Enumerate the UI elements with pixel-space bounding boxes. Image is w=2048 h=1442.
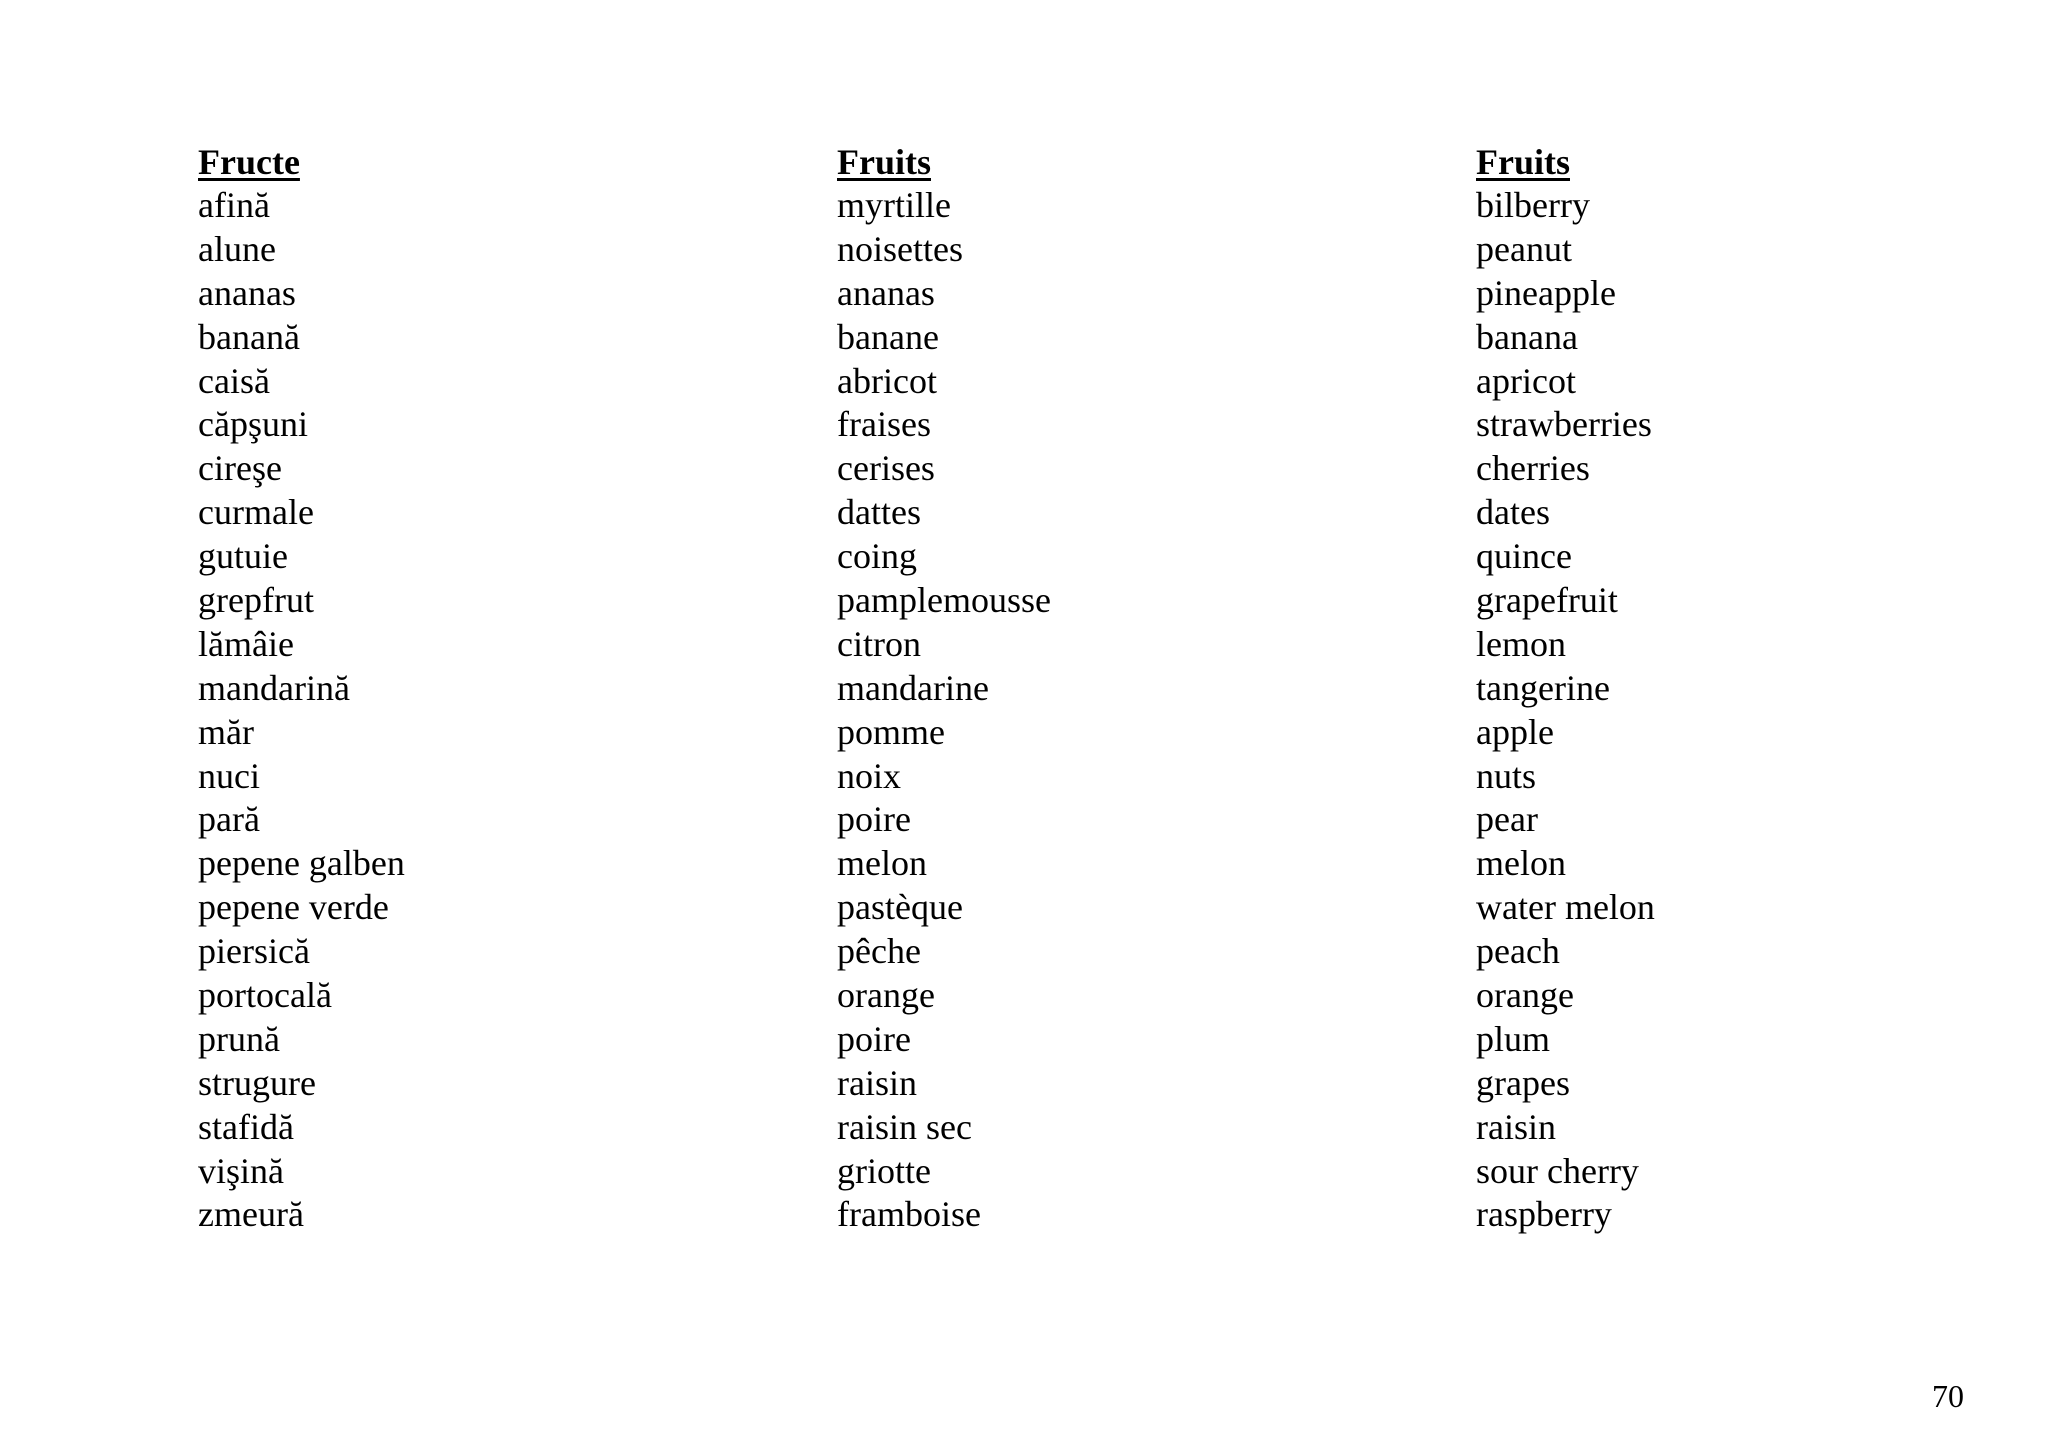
- french-word-list: [837, 184, 1397, 1237]
- romanian-word-list: [198, 184, 758, 1237]
- list-item: măr: [198, 711, 254, 752]
- list-item: poire: [837, 799, 911, 840]
- list-item: căpşuni: [198, 404, 308, 445]
- list-item: stafidă: [198, 1106, 294, 1147]
- list-item: pineapple: [1476, 272, 1616, 313]
- list-item: vişină: [198, 1150, 284, 1191]
- list-item: dates: [1476, 492, 1550, 533]
- romanian-column: [198, 140, 758, 1237]
- list-item: peach: [1476, 931, 1560, 972]
- list-item: cerises: [837, 448, 935, 489]
- list-item: grapefruit: [1476, 580, 1618, 621]
- list-item: lemon: [1476, 623, 1566, 664]
- list-item: grepfrut: [198, 580, 314, 621]
- list-item: coing: [837, 536, 917, 577]
- list-item: cherries: [1476, 448, 1590, 489]
- list-item: strugure: [198, 1062, 316, 1103]
- list-item: apple: [1476, 711, 1554, 752]
- list-item: grapes: [1476, 1062, 1570, 1103]
- list-item: strawberries: [1476, 404, 1652, 445]
- french-heading: Fruits: [837, 142, 931, 182]
- list-item: zmeură: [198, 1194, 304, 1235]
- list-item: pêche: [837, 931, 921, 972]
- list-item: pamplemousse: [837, 580, 1051, 621]
- list-item: ananas: [198, 272, 296, 313]
- list-item: citron: [837, 623, 921, 664]
- list-item: mandarine: [837, 667, 989, 708]
- list-item: pomme: [837, 711, 945, 752]
- list-item: prună: [198, 1018, 280, 1059]
- list-item: melon: [1476, 843, 1566, 884]
- list-item: pepene galben: [198, 843, 405, 884]
- list-item: noisettes: [837, 228, 963, 269]
- list-item: apricot: [1476, 360, 1576, 401]
- english-column: [1476, 140, 2036, 1237]
- list-item: pear: [1476, 799, 1538, 840]
- list-item: banana: [1476, 316, 1578, 357]
- list-item: melon: [837, 843, 927, 884]
- list-item: portocală: [198, 975, 332, 1016]
- list-item: mandarină: [198, 667, 350, 708]
- list-item: raisin: [1476, 1106, 1556, 1147]
- french-column: [837, 140, 1397, 1237]
- list-item: framboise: [837, 1194, 981, 1235]
- list-item: peanut: [1476, 228, 1572, 269]
- list-item: quince: [1476, 536, 1572, 577]
- list-item: noix: [837, 755, 902, 796]
- list-item: myrtille: [837, 185, 951, 225]
- list-item: banane: [837, 316, 939, 357]
- list-item: dattes: [837, 492, 921, 533]
- list-item: gutuie: [198, 536, 288, 577]
- list-item: afină: [198, 185, 270, 225]
- list-item: nuts: [1476, 755, 1537, 796]
- list-item: pepene verde: [198, 887, 389, 928]
- list-item: alune: [198, 228, 276, 269]
- list-item: poire: [837, 1018, 911, 1059]
- english-heading: Fruits: [1476, 142, 1570, 182]
- list-item: griotte: [837, 1150, 931, 1191]
- list-item: raisin sec: [837, 1106, 972, 1147]
- list-item: abricot: [837, 360, 937, 401]
- list-item: raspberry: [1476, 1194, 1612, 1235]
- list-item: tangerine: [1476, 667, 1610, 708]
- list-item: ananas: [837, 272, 935, 313]
- page-number: 70: [1932, 1378, 1964, 1414]
- english-word-list: [1476, 184, 2036, 1237]
- list-item: orange: [1476, 975, 1574, 1016]
- list-item: bilberry: [1476, 185, 1590, 225]
- list-item: curmale: [198, 492, 314, 533]
- list-item: water melon: [1476, 887, 1655, 928]
- list-item: caisă: [198, 360, 270, 401]
- list-item: fraises: [837, 404, 931, 445]
- romanian-heading: Fructe: [198, 142, 300, 182]
- list-item: pară: [198, 799, 260, 840]
- list-item: nuci: [198, 755, 260, 796]
- list-item: raisin: [837, 1062, 917, 1103]
- list-item: banană: [198, 316, 300, 357]
- list-item: piersică: [198, 931, 310, 972]
- list-item: lămâie: [198, 623, 294, 664]
- list-item: plum: [1476, 1018, 1551, 1059]
- list-item: cireşe: [198, 448, 282, 489]
- list-item: pastèque: [837, 887, 963, 928]
- list-item: sour cherry: [1476, 1150, 1639, 1191]
- list-item: orange: [837, 975, 935, 1016]
